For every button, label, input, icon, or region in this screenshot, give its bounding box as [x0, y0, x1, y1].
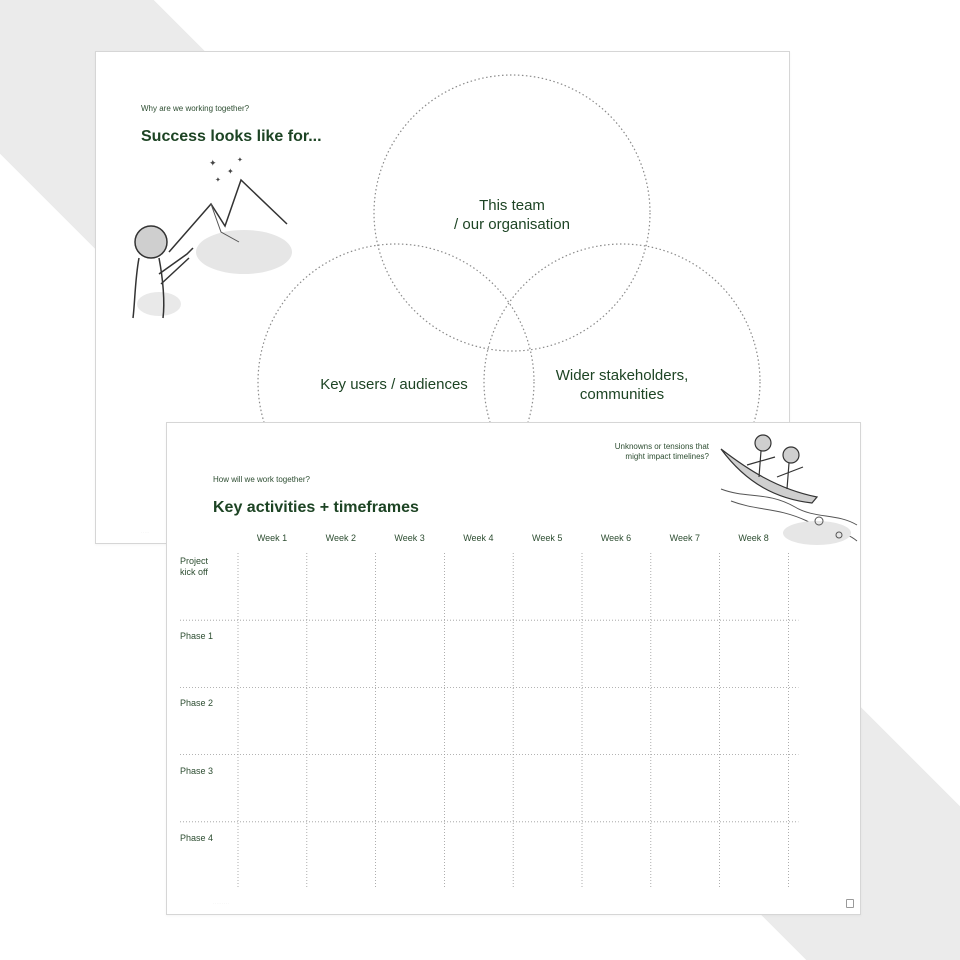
phase-row-label: Phase 3 [180, 765, 214, 776]
svg-text:✦: ✦ [215, 177, 221, 184]
week-header: Week 2 [325, 533, 356, 543]
week-header: Week 3 [394, 533, 425, 543]
phase-row-label: Project kick off [180, 556, 209, 577]
phase-row-label: Phase 1 [180, 631, 214, 642]
week-header: Week 8 [738, 533, 769, 543]
svg-text:✦: ✦ [227, 167, 234, 176]
bottom-footer-note: · · · · · · · · · [213, 901, 229, 905]
phase-row-label: Phase 4 [180, 832, 214, 843]
top-footer-note: · · · · · [141, 530, 150, 534]
timeframes-sheet [166, 422, 861, 915]
team-circle-label: This team / our organisation [454, 197, 570, 233]
week-header: Week 1 [256, 533, 288, 543]
brand-logo-icon [846, 899, 854, 908]
phase-row-label: Phase 2 [180, 698, 214, 709]
person-pointing-at-mountains-icon [129, 154, 299, 324]
week-header: Week 6 [600, 533, 632, 543]
svg-text:✦: ✦ [237, 157, 243, 164]
timeframes-kicker: How will we work together? [213, 475, 310, 484]
tensions-note: Unknowns or tensions that might impact timelines? [614, 442, 709, 461]
week-header: Week 7 [669, 533, 700, 543]
stakeholders-circle-label: Wider stakeholders, communities [555, 367, 689, 403]
timeline-grid [167, 423, 860, 914]
success-kicker: Why are we working together? [141, 104, 250, 113]
timeframes-heading: Key activities + timeframes [213, 499, 419, 516]
users-circle-label: Key users / audiences [320, 376, 468, 393]
success-heading: Success looks like for... [141, 128, 322, 145]
week-header: Week 4 [463, 533, 494, 543]
svg-text:✦: ✦ [209, 158, 217, 168]
week-header: Week 5 [532, 533, 563, 543]
